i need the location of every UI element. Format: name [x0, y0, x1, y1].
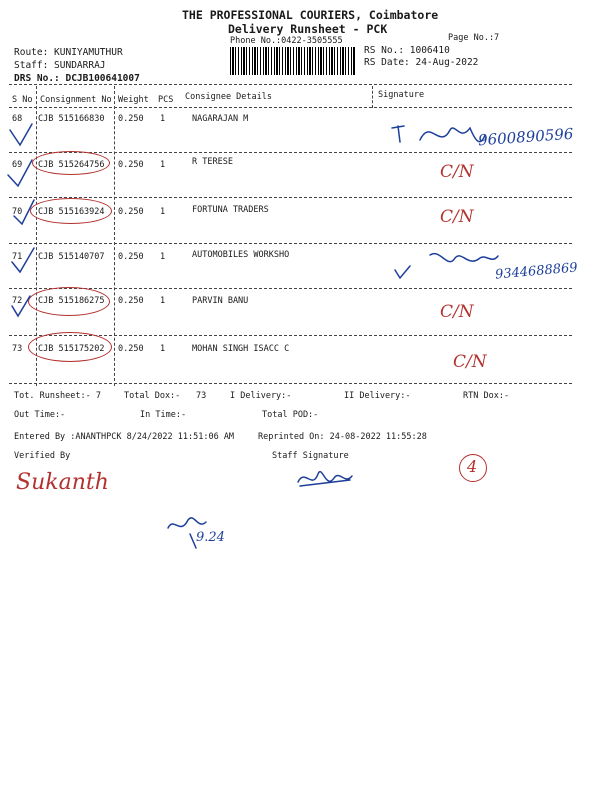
staff-signature-label: Staff Signature — [272, 451, 349, 461]
row-pcs: 1 — [160, 160, 166, 170]
rtn-dox: RTN Dox:- — [463, 391, 510, 401]
row-pcs: 1 — [160, 207, 166, 217]
page-mark-circle — [459, 454, 487, 482]
row-sno: 70 — [12, 207, 23, 217]
col-consignee: Consignee Details — [185, 92, 272, 102]
row-sno: 72 — [12, 296, 23, 306]
total-pod: Total POD:- — [262, 410, 319, 420]
row-consignee: MOHAN SINGH ISACC C — [192, 344, 290, 354]
phone-number: Phone No.:0422-3505555 — [230, 36, 343, 46]
total-runsheet: Tot. Runsheet:- 7 — [14, 391, 101, 401]
row-consignee: PARVIN BANU — [192, 296, 249, 306]
row-consignment: CJB 515186275 — [38, 296, 105, 306]
row-weight: 0.250 — [118, 160, 144, 170]
company-name: THE PROFESSIONAL COURIERS, Coimbatore — [182, 8, 439, 22]
row-weight: 0.250 — [118, 252, 144, 262]
check-mark-icon — [12, 296, 30, 316]
row-consignment: CJB 515264756 — [38, 160, 105, 170]
row-weight: 0.250 — [118, 114, 144, 124]
verifier-signature: Sukanth — [16, 470, 109, 495]
row-consignee: R TERESE — [192, 157, 233, 167]
row-sno: 73 — [12, 344, 23, 354]
total-dox-label: Total Dox:- — [124, 391, 181, 401]
entered-by: Entered By :ANANTHPCK 8/24/2022 11:51:06 AM — [14, 432, 235, 442]
row-pcs: 1 — [160, 252, 166, 262]
row-consignment: CJB 515175202 — [38, 344, 105, 354]
row-consignment: CJB 515140707 — [38, 252, 105, 262]
row-weight: 0.250 — [118, 296, 144, 306]
signature-cn: C/N — [453, 352, 487, 372]
row-sno: 71 — [12, 252, 23, 262]
row-weight: 0.250 — [118, 344, 144, 354]
ii-delivery: II Delivery:- — [344, 391, 411, 401]
row-consignment: CJB 515163924 — [38, 207, 105, 217]
runsheet-title: Delivery Runsheet - PCK — [228, 22, 388, 36]
rs-date: RS Date: 24-Aug-2022 — [364, 57, 479, 68]
signature-phone: 9600890596 — [477, 124, 574, 150]
row-sno: 69 — [12, 160, 23, 170]
i-delivery: I Delivery:- — [230, 391, 292, 401]
in-time: In Time:- — [140, 410, 187, 420]
time-note: 9.24 — [196, 530, 225, 545]
rs-number: RS No.: 1006410 — [364, 45, 450, 56]
row-consignee: AUTOMOBILES WORKSHO — [192, 250, 290, 260]
row-consignee: NAGARAJAN M — [192, 114, 249, 124]
row-pcs: 1 — [160, 344, 166, 354]
row-weight: 0.250 — [118, 207, 144, 217]
page-number: Page No.:7 — [448, 33, 500, 43]
signature-cn: C/N — [440, 162, 474, 182]
row-consignment: CJB 515166830 — [38, 114, 105, 124]
col-sno: S No — [12, 95, 33, 105]
col-consignment: Consignment No — [40, 95, 112, 105]
check-mark-icon — [12, 248, 34, 272]
reprinted-on: Reprinted On: 24-08-2022 11:55:28 — [258, 432, 427, 442]
signature-cn: C/N — [440, 207, 474, 227]
row-consignee: FORTUNA TRADERS — [192, 205, 269, 215]
drs-number: DRS No.: DCJB100641007 — [14, 73, 140, 84]
row-pcs: 1 — [160, 296, 166, 306]
signature-phone: 9344688869 — [494, 260, 579, 283]
col-weight: Weight — [118, 95, 149, 105]
page-mark-number: 4 — [467, 457, 478, 476]
check-mark-icon — [14, 200, 34, 224]
verified-by: Verified By — [14, 451, 71, 461]
row-sno: 68 — [12, 114, 23, 124]
staff: Staff: SUNDARRAJ — [14, 60, 106, 71]
total-dox-value: 73 — [196, 391, 207, 401]
check-mark-icon — [8, 160, 32, 186]
col-pcs: PCS — [158, 95, 174, 105]
check-mark-icon — [10, 124, 32, 145]
out-time: Out Time:- — [14, 410, 66, 420]
col-signature: Signature — [378, 90, 425, 100]
row-pcs: 1 — [160, 114, 166, 124]
route: Route: KUNIYAMUTHUR — [14, 47, 123, 58]
signature-cn: C/N — [440, 302, 474, 322]
